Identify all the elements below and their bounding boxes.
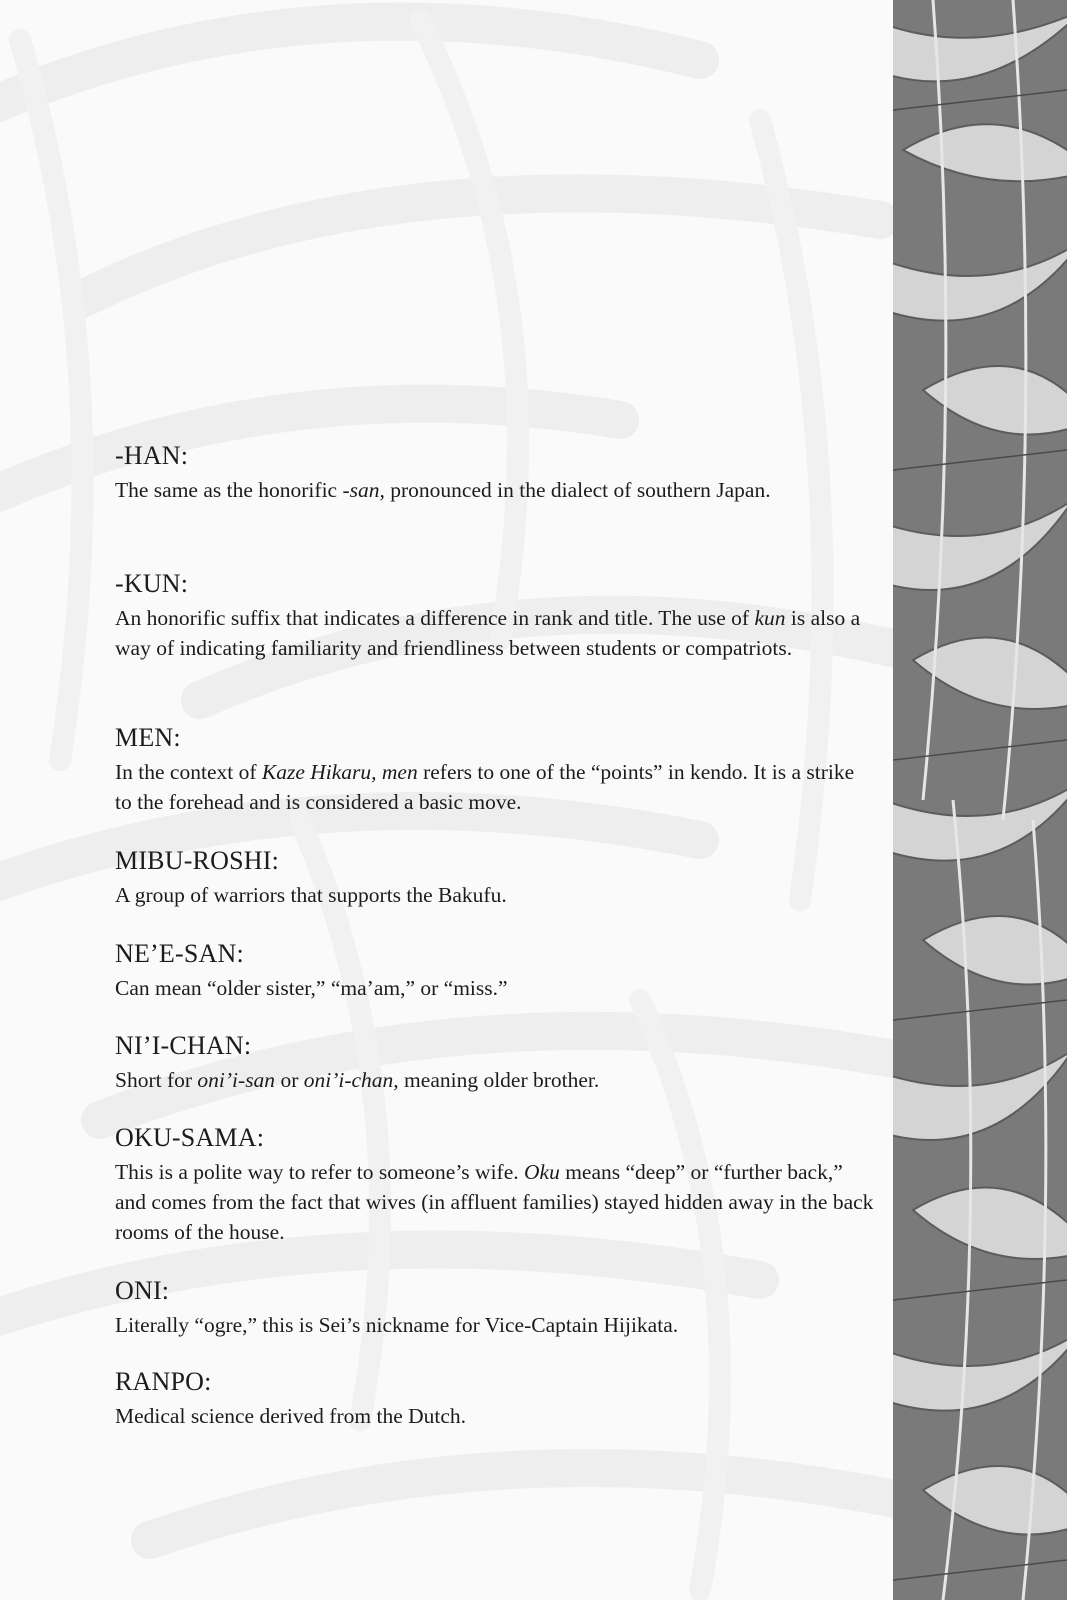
definition-run: -san, — [342, 478, 385, 502]
definition-run: An honorific suffix that indicates a difference in rank and title. The use of — [115, 606, 755, 630]
glossary-entry-oku-sama — [115, 1123, 875, 1247]
definition-run: refers to one of the “points” in kendo. It is a strike to the forehead and is considered a basic move. — [115, 760, 855, 814]
definition-run: meaning older brother. — [398, 1068, 600, 1092]
glossary-entry-mibu-roshi — [115, 846, 875, 910]
glossary-entry-kun — [115, 569, 875, 663]
term-kun: -KUN: — [115, 569, 189, 598]
glossary-entry-ni-i-chan — [115, 1031, 875, 1095]
definition-mibu-roshi — [115, 880, 875, 910]
definition-run: Oku — [524, 1160, 560, 1184]
term-ne-e-san: NE’E-SAN: — [115, 939, 244, 968]
definition-kun — [115, 603, 875, 663]
definition-men — [115, 757, 875, 817]
glossary-entry-ne-e-san — [115, 939, 875, 1003]
term-ranpo: RANPO: — [115, 1367, 212, 1396]
definition-run: oni’i-san — [197, 1068, 276, 1092]
term-oni: ONI: — [115, 1276, 170, 1305]
term-han: -HAN: — [115, 441, 189, 470]
glossary-entry-men — [115, 723, 875, 817]
definition-ne-e-san — [115, 973, 875, 1003]
definition-ranpo — [115, 1401, 875, 1431]
glossary-entry-oni — [115, 1276, 875, 1340]
glossary-entry-han — [115, 441, 875, 505]
definition-run: The same as the honorific — [115, 478, 343, 502]
leaf-pattern-side-panel — [893, 0, 1067, 1600]
definition-run: kun — [754, 606, 786, 630]
term-ni-i-chan: NI’I-CHAN: — [115, 1031, 252, 1060]
definition-oku-sama — [115, 1157, 875, 1247]
term-mibu-roshi: MIBU-ROSHI: — [115, 846, 279, 875]
definition-run: In the context of — [115, 760, 262, 784]
definition-run: oni’i-chan, — [303, 1068, 399, 1092]
glossary-entry-ranpo — [115, 1367, 875, 1431]
definition-run: means “deep” or “further back,” and comes from the fact that wives (in affluent families) stayed hidden away in the back rooms of the house. — [115, 1160, 874, 1244]
definition-run: This is a polite way to refer to someone’s wife. — [115, 1160, 524, 1184]
definition-run: or — [275, 1068, 304, 1092]
definition-ni-i-chan — [115, 1065, 875, 1095]
definition-run: Literally “ogre,” this is Sei’s nickname for Vice-Captain Hijikata. — [115, 1313, 679, 1337]
definition-run: Short for — [115, 1068, 198, 1092]
definition-run: A group of warriors that supports the Bakufu. — [115, 883, 507, 907]
term-men: MEN: — [115, 723, 181, 752]
definition-run: Can mean “older sister,” “ma’am,” or “miss.” — [115, 976, 508, 1000]
definition-run: pronounced in the dialect of southern Japan. — [384, 478, 771, 502]
definition-run: Medical science derived from the Dutch. — [115, 1404, 467, 1428]
definition-run: Kaze Hikaru, men — [261, 760, 418, 784]
bamboo-leaf-pattern — [893, 0, 1067, 1600]
term-oku-sama: OKU-SAMA: — [115, 1123, 265, 1152]
definition-oni — [115, 1310, 875, 1340]
definition-han — [115, 475, 875, 505]
definition-run: is also a way of indicating familiarity and friendliness between students or compatriots. — [115, 606, 861, 660]
